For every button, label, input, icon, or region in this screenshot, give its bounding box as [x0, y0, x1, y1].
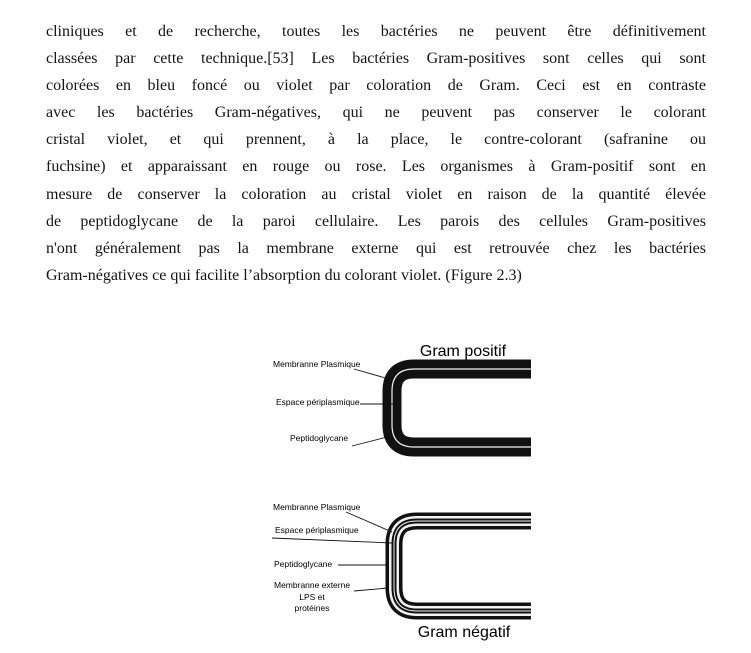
- gram-negative-periplasmic-space-label: Espace périplasmique: [275, 525, 359, 535]
- gram-negative-title: Gram négatif: [417, 624, 511, 641]
- gram-positive-diagram: [273, 343, 531, 447]
- gram-negative-cell-wall: [394, 521, 531, 611]
- gram-negative-proteins-label: protéines: [294, 603, 330, 613]
- paragraph-line: fuchsine) et apparaissant en rouge ou rose. Les organismes à Gram-positif sont en: [46, 158, 706, 176]
- leader-line: [352, 436, 391, 446]
- gram-positive-periplasmic-space-label: Espace périplasmique: [276, 397, 360, 407]
- leader-line: [354, 588, 388, 591]
- gram-negative-peptidoglycan-label: Peptidoglycane: [274, 559, 333, 569]
- gram-negative-outer-membrane-label: Membranne externe: [274, 580, 351, 590]
- gram-positive-plasma-membrane-label: Membranne Plasmique: [273, 359, 361, 369]
- paragraph-line: de peptidoglycane de la paroi cellulaire. Les parois des cellules Gram-positives: [46, 212, 706, 230]
- paragraph-line: mesure de conserver la coloration au cristal violet en raison de la quantité élevée: [46, 185, 706, 203]
- gram-positive-cell-wall: [392, 369, 531, 447]
- gram-negative-plasma-membrane-label: Membranne Plasmique: [273, 502, 361, 512]
- paragraph-line: cristal violet, et qui prennent, à la place, le contre-colorant (safranine ou: [46, 131, 706, 149]
- paragraph-line: cliniques et de recherche, toutes les bactéries ne peuvent être définitivement: [46, 23, 706, 40]
- paragraph-line: colorées en bleu foncé ou violet par coloration de Gram. Ceci est en contraste: [46, 77, 706, 95]
- leader-line: [354, 369, 389, 379]
- gram-positive-title: Gram positif: [419, 343, 507, 360]
- paragraph-line: n'ont généralement pas la membrane externe qui est retrouvée chez les bactéries: [46, 239, 706, 257]
- paragraph-line: avec les bactéries Gram-négatives, qui ne peuvent pas conserver le colorant: [46, 104, 706, 122]
- gram-positive-peptidoglycan-label: Peptidoglycane: [290, 433, 349, 443]
- gram-negative-diagram: [272, 502, 531, 641]
- leader-line: [272, 538, 392, 543]
- paragraph-line: Gram-négatives ce qui facilite l’absorption du colorant violet. (Figure 2.3): [46, 266, 522, 284]
- paragraph-line: classées par cette technique.[53] Les bactéries Gram-positives sont celles qui sont: [46, 50, 706, 68]
- gram-negative-lps-label: LPS et: [299, 592, 325, 602]
